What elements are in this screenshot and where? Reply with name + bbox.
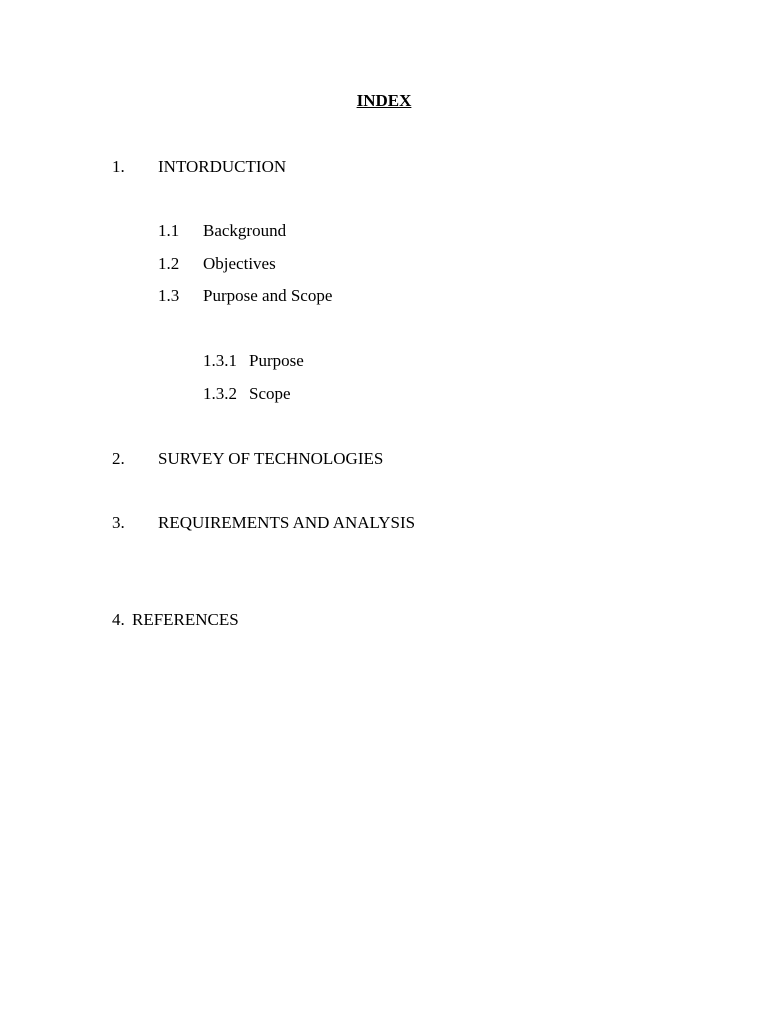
toc-entry-label: Purpose and Scope	[203, 286, 333, 305]
toc-entry-number: 3.	[112, 513, 125, 532]
toc-entry-number: 1.3	[158, 286, 180, 305]
toc-entry-label: Purpose	[249, 351, 304, 370]
toc-entry-label: Objectives	[203, 254, 276, 273]
toc-entry-label: REQUIREMENTS AND ANALYSIS	[158, 513, 416, 532]
toc-entry-number: 1.3.2	[203, 384, 237, 403]
toc-entry-number: 1.3.1	[203, 351, 237, 370]
toc-entry-number: 4.	[112, 610, 125, 629]
toc-entry-number: 1.1	[158, 221, 180, 240]
toc-entry-label: SURVEY OF TECHNOLOGIES	[158, 449, 384, 468]
toc-entry-label: Background	[203, 221, 287, 240]
toc-entry-label: REFERENCES	[132, 610, 239, 629]
toc-entry-number: 2.	[112, 449, 125, 468]
toc-entry-number: 1.2	[158, 254, 180, 273]
toc-entry-number: 1.	[112, 157, 125, 176]
toc-entry-label: INTORDUCTION	[158, 157, 287, 176]
page-title: INDEX	[356, 91, 412, 110]
toc-entry-label: Scope	[249, 384, 291, 403]
